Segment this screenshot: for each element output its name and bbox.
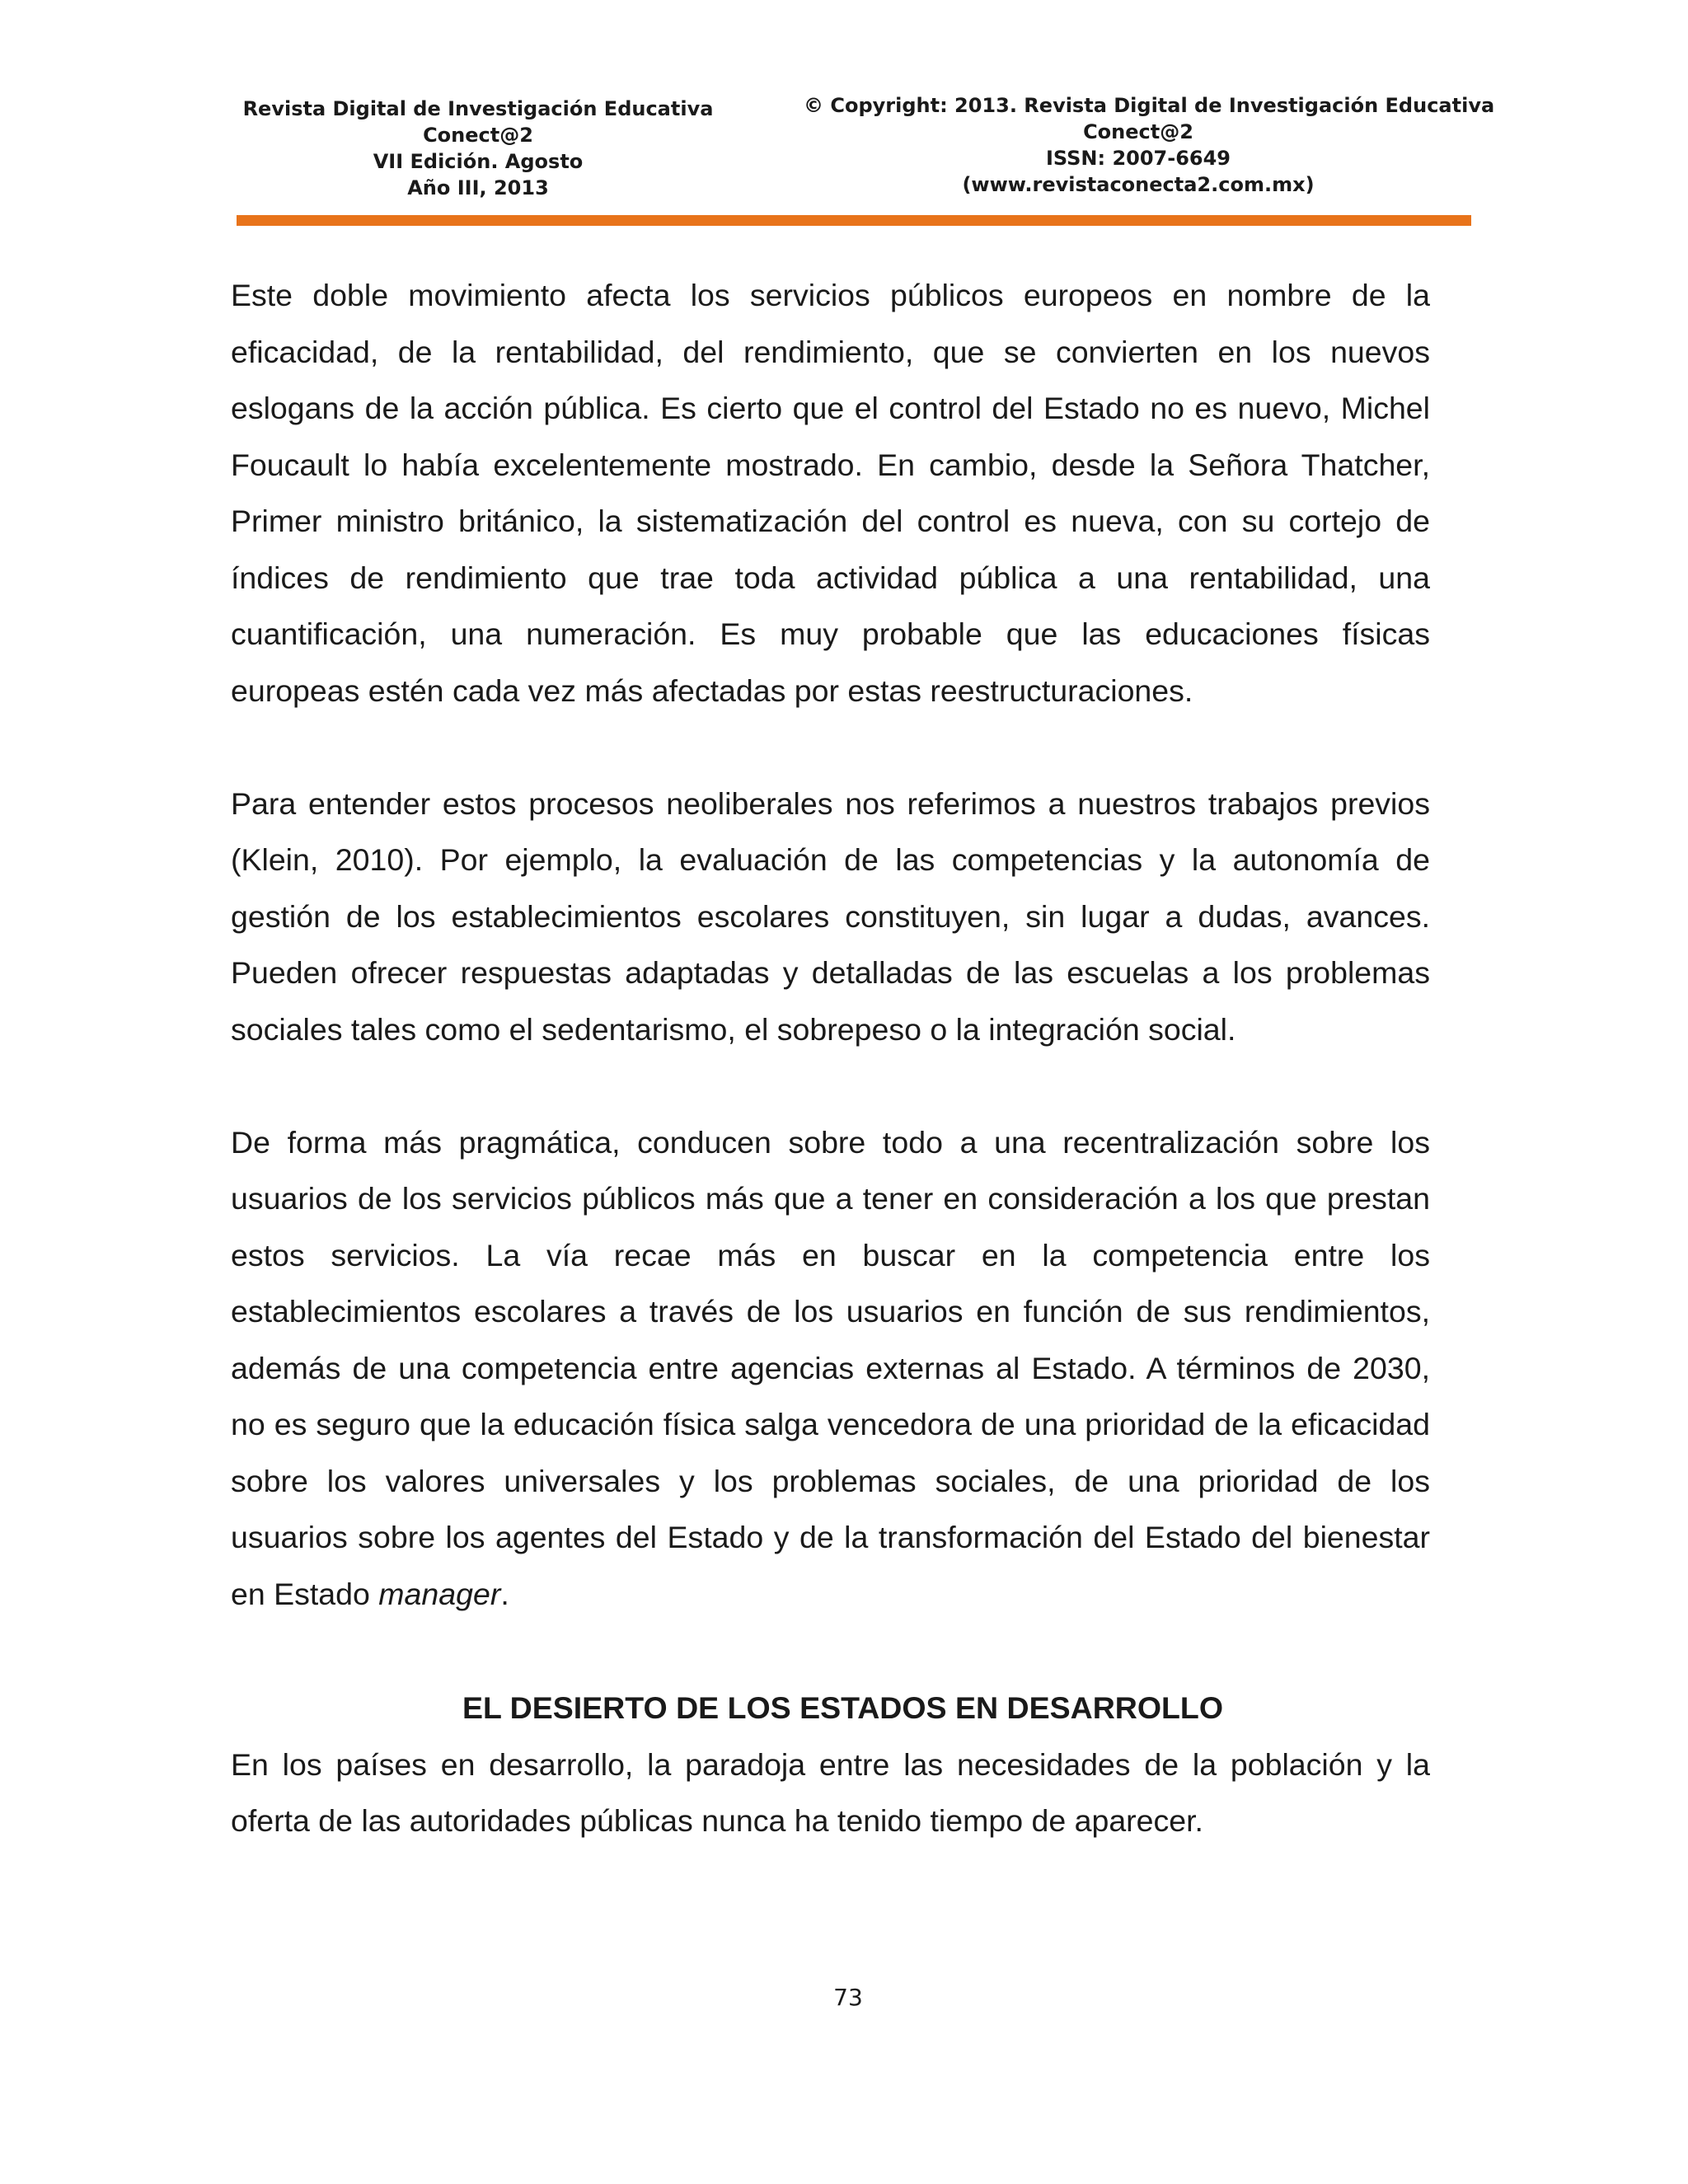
journal-short-name: Conect@2: [423, 124, 533, 147]
page-number: 73: [833, 1984, 863, 2011]
journal-title: Revista Digital de Investigación Educativa: [242, 97, 714, 120]
copyright-block: [804, 92, 1495, 198]
body-paragraph-2: Para entender estos procesos neoliberales nos referimos a nuestros trabajos previos (Klein, 2010). Por ejemplo, la evaluación de las competencias y la autonomía de gestión de los establecimientos escolares constituyen, sin lugar a dudas, avances. Pueden ofrecer respuestas adaptadas y detalladas de las escuelas a los problemas sociales tales como el sedentarismo, el sobrepeso o la integración social.: [231, 785, 1430, 1047]
italic-term-manager: manager: [378, 1576, 501, 1611]
body-paragraph-3-end: .: [500, 1576, 509, 1611]
body-paragraph-3-text: De forma más pragmática, conducen sobre todo a una recentralización sobre los usuarios de los servicios públicos más que a tener en consideración a los que prestan estos servicios. La vía recae más en buscar en la competencia entre los establecimientos escolares a través de los usuarios en función de sus rendimientos, además de una competencia entre agencias externas al Estado. A términos de 2030, no es seguro que la educación física salga vencedora de una prioridad de la eficacidad sobre los valores universales y los problemas sociales, de una prioridad de los usuarios sobre los agentes del Estado y de la transformación del Estado del bienestar en Estado: [231, 1124, 1430, 1611]
journal-edition-block: [235, 96, 721, 201]
header-divider: [237, 215, 1471, 226]
copyright-journal-name: Conect@2: [1083, 120, 1193, 143]
section-heading: EL DESIERTO DE LOS ESTADOS EN DESARROLLO: [462, 1690, 1224, 1725]
body-paragraph-4: En los países en desarrollo, la paradoja entre las necesidades de la población y la oferta de las autoridades públicas nunca ha tenido tiempo de aparecer.: [231, 1746, 1430, 1838]
copyright-notice: © Copyright: 2013. Revista Digital de Investigación Educativa: [804, 94, 1495, 117]
article-body: [231, 267, 1430, 1849]
journal-website: (www.revistaconecta2.com.mx): [962, 173, 1315, 196]
issn-label: ISSN: 2007-6649: [1045, 147, 1231, 170]
body-paragraph-1: Este doble movimiento afecta los servicios públicos europeos en nombre de la eficacidad, de la rentabilidad, del rendimiento, que se convierten en los nuevos eslogans de la acción pública. Es cierto que el control del Estado no es nuevo, Michel Foucault lo había excelentemente mostrado. En cambio, desde la Señora Thatcher, Primer ministro británico, la sistematización del control es nueva, con su cortejo de índices de rendimiento que trae toda actividad pública a una rentabilidad, una cuantificación, una numeración. Es muy probable que las educaciones físicas europeas estén cada vez más afectadas por estas reestructuraciones.: [231, 278, 1430, 708]
edition-label: VII Edición. Agosto: [373, 150, 584, 173]
year-label: Año III, 2013: [407, 176, 549, 199]
page-header: [235, 92, 1495, 208]
body-paragraph-3: [231, 1114, 1430, 1623]
